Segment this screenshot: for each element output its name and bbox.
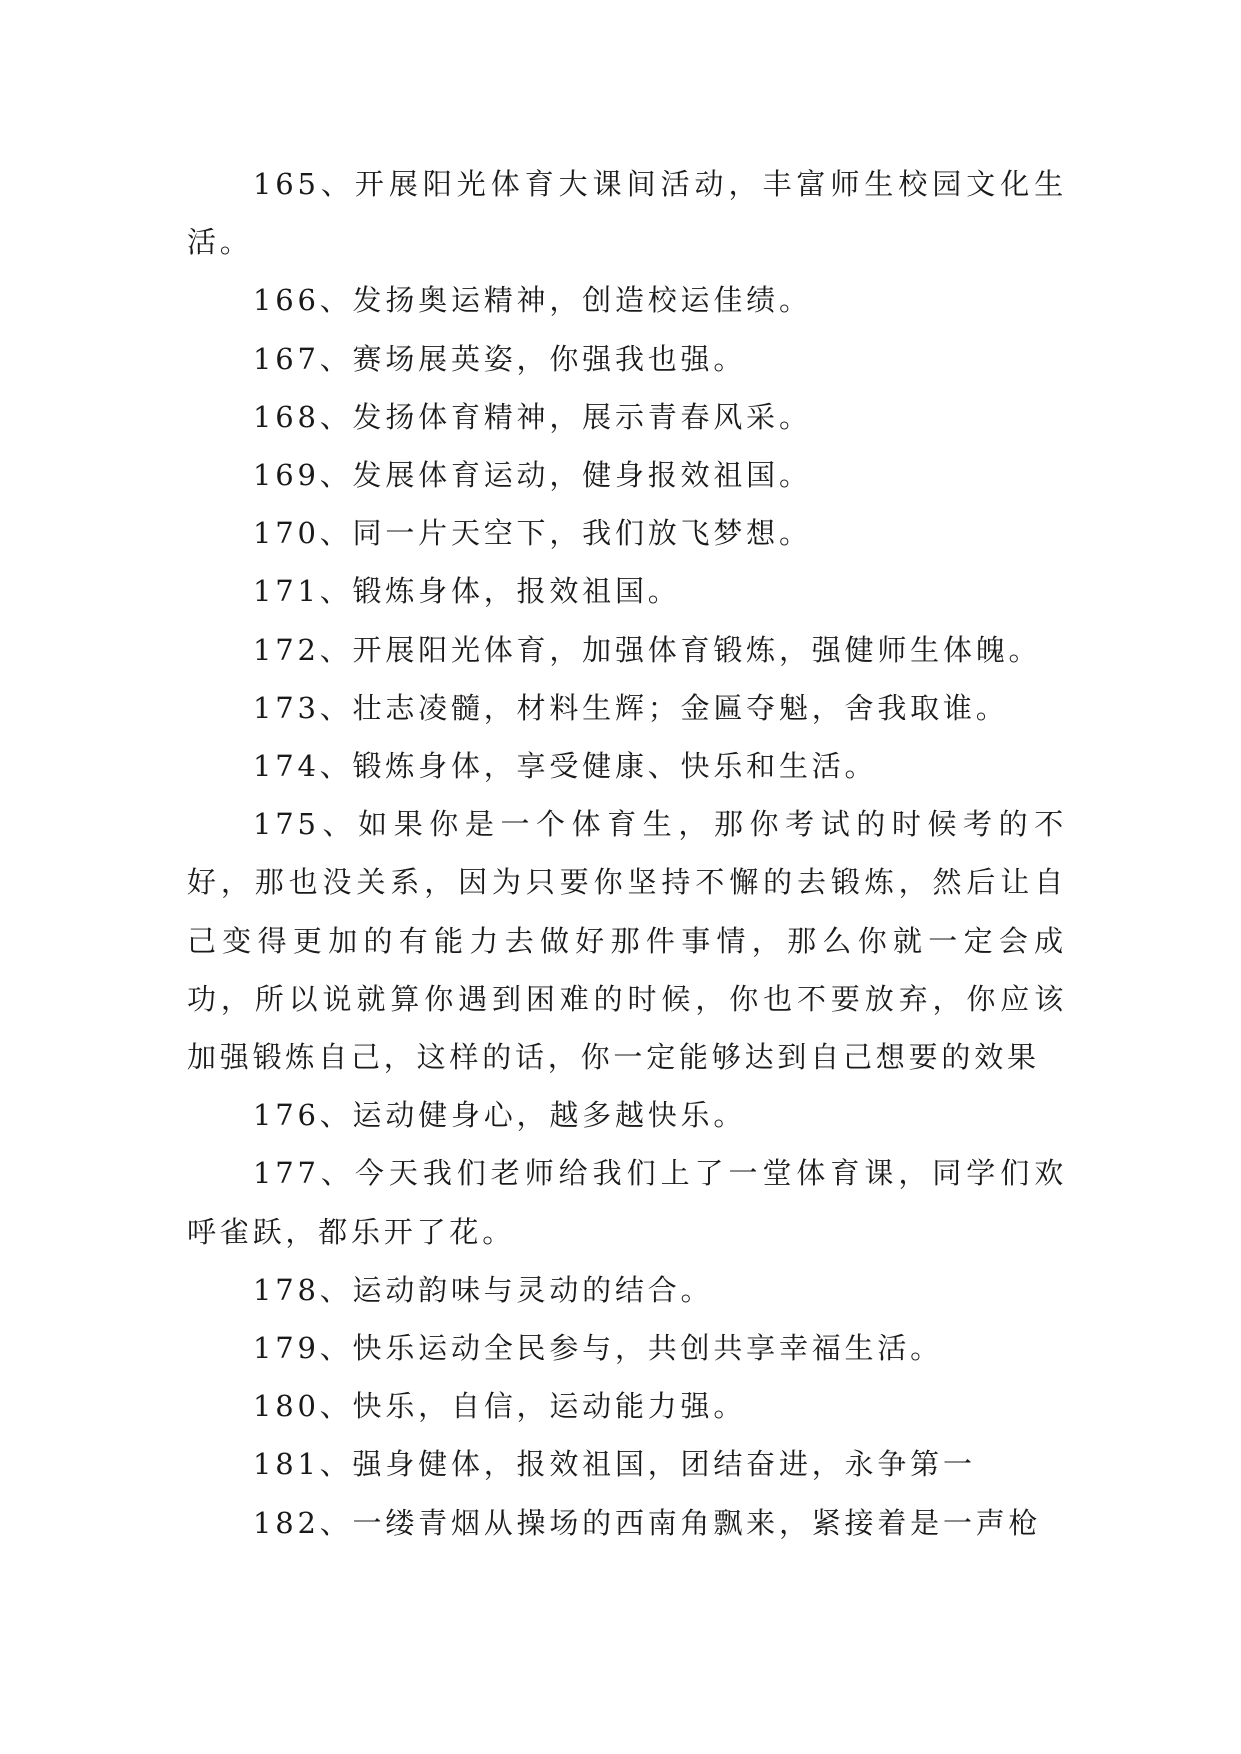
- list-item: 167、赛场展英姿，你强我也强。: [253, 341, 747, 376]
- document-body: [187, 155, 1067, 1552]
- list-item: 171、锻炼身体，报效祖国。: [253, 574, 681, 609]
- list-item: 181、强身健体，报效祖国，团结奋进，永争第一: [253, 1447, 976, 1482]
- list-item: 177、今天我们老师给我们上了一堂体育课，同学们欢呼雀跃，都乐开了花。: [187, 1156, 1067, 1249]
- list-item: 170、同一片天空下，我们放飞梦想。: [253, 516, 812, 551]
- list-item: 172、开展阳光体育，加强体育锻炼，强健师生体魄。: [253, 632, 1042, 667]
- list-item: 166、发扬奥运精神，创造校运佳绩。: [253, 283, 812, 318]
- list-item: 174、锻炼身体，享受健康、快乐和生活。: [253, 749, 878, 784]
- list-item: 178、运动韵味与灵动的结合。: [253, 1272, 714, 1307]
- list-item: 180、快乐，自信，运动能力强。: [253, 1389, 747, 1424]
- list-item: 173、壮志凌髓，材料生辉；金匾夺魁，舍我取谁。: [253, 690, 1009, 725]
- list-item: 182、一缕青烟从操场的西南角飘来，紧接着是一声枪: [253, 1505, 1042, 1540]
- list-item: 175、如果你是一个体育生，那你考试的时候考的不好，那也没关系，因为只要你坚持不懈的去锻炼，然后让自己变得更加的有能力去做好那件事情，那么你就一定会成功，所以说就算你遇到困难的时候，你也不要放弃，你应该加强锻炼自己，这样的话，你一定能够达到自己想要的效果: [187, 807, 1067, 1075]
- list-item: 168、发扬体育精神，展示青春风采。: [253, 399, 812, 434]
- list-item: 176、运动健身心，越多越快乐。: [253, 1098, 747, 1133]
- list-item: 179、快乐运动全民参与，共创共享幸福生活。: [253, 1331, 943, 1366]
- list-item: 169、发展体育运动，健身报效祖国。: [253, 458, 812, 493]
- list-item: 165、开展阳光体育大课间活动，丰富师生校园文化生活。: [187, 167, 1067, 260]
